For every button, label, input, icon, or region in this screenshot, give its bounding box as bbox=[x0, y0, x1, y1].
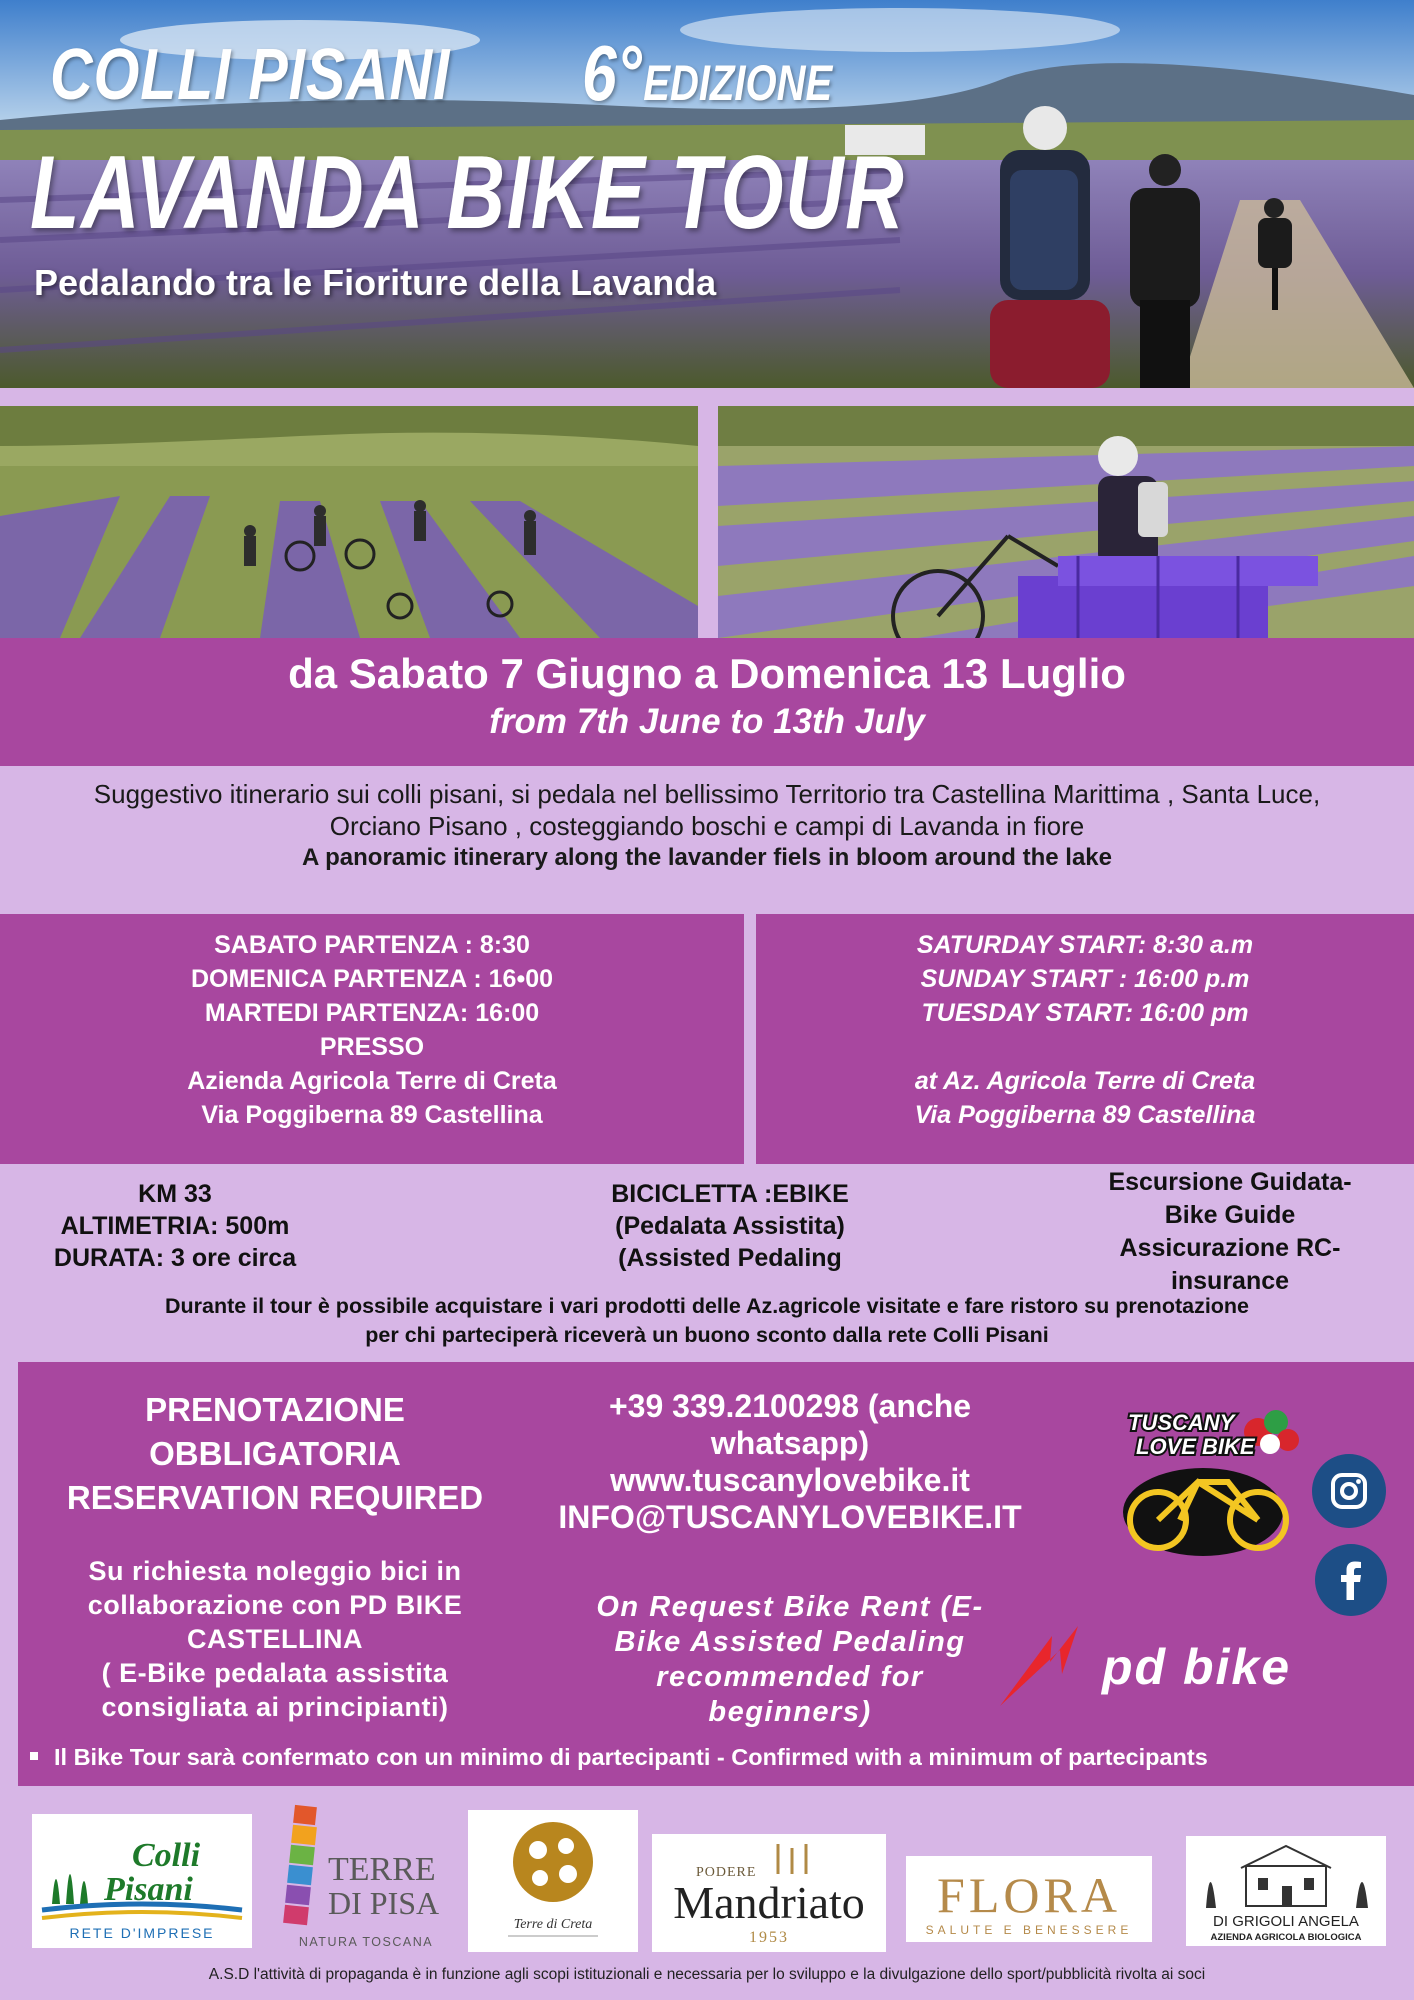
terre-tag: NATURA TOSCANA bbox=[298, 1935, 434, 1949]
grigoli-text: DI GRIGOLI ANGELA bbox=[1213, 1913, 1359, 1930]
sponsor-mandriato[interactable] bbox=[652, 1834, 886, 1952]
date-english: from 7th June to 13th July bbox=[489, 702, 925, 741]
date-italian: da Sabato 7 Giugno a Domenica 13 Luglio bbox=[288, 650, 1126, 697]
schedule-en-line: Via Poggiberna 89 Castellina bbox=[914, 1101, 1256, 1129]
phone-line-2: whatsapp) bbox=[710, 1425, 870, 1461]
bike-type: BICICLETTA :EBIKE bbox=[611, 1180, 849, 1208]
tlb-text-2: LOVE BIKE bbox=[1136, 1434, 1255, 1459]
edition-label: EDIZIONE bbox=[643, 55, 833, 111]
rental-en-line: On Request Bike Rent (E- bbox=[596, 1591, 984, 1623]
sponsor-flora[interactable] bbox=[906, 1856, 1152, 1942]
lavender-rows-rider-image bbox=[718, 406, 1414, 638]
reservation-line-2: OBBLIGATORIA bbox=[149, 1435, 401, 1472]
sponsor-colli-pisani[interactable] bbox=[32, 1814, 252, 1948]
schedule-en-line: SUNDAY START : 16:00 p.m bbox=[920, 965, 1250, 993]
email-link[interactable]: INFO@TUSCANYLOVEBIKE.IT bbox=[558, 1499, 1022, 1535]
purchase-note bbox=[40, 1292, 1374, 1350]
bike-assist-en: (Assisted Pedaling bbox=[618, 1244, 842, 1272]
schedule-en-line: at Az. Agricola Terre di Creta bbox=[914, 1067, 1256, 1095]
rental-it-line: CASTELLINA bbox=[187, 1624, 363, 1654]
description bbox=[20, 778, 1394, 874]
reservation-required bbox=[30, 1388, 520, 1520]
description-italian-line-2: Orciano Pisano , costeggiando boschi e campi di Lavanda in fiore bbox=[329, 811, 1085, 841]
grigoli-logo bbox=[1186, 1836, 1386, 1946]
flora-tag: SALUTE E BENESSERE bbox=[925, 1923, 1133, 1937]
rental-it-line: ( E-Bike pedalata assistita bbox=[101, 1658, 449, 1688]
rental-en-line: Bike Assisted Pedaling bbox=[614, 1626, 966, 1658]
mandriato-text: Mandriato bbox=[673, 1877, 865, 1928]
note-line-1: Durante il tour è possibile acquistare i vari prodotti delle Az.agricole visitate e fare ristoro su prenotazione bbox=[164, 1294, 1250, 1318]
di-pisa-text: DI PISA bbox=[328, 1885, 440, 1921]
reservation-line-1: PRENOTAZIONE bbox=[145, 1391, 405, 1428]
insurance-line-2: insurance bbox=[1170, 1267, 1290, 1295]
sponsor-terre-di-creta[interactable] bbox=[468, 1810, 638, 1952]
subtitle: Pedalando tra le Fioriture della Lavanda bbox=[34, 262, 717, 303]
podere-text: PODERE bbox=[696, 1865, 757, 1880]
bullet-icon bbox=[30, 1752, 38, 1760]
pisani-text: Pisani bbox=[104, 1871, 193, 1908]
colli-tag: RETE D'IMPRESE bbox=[69, 1925, 215, 1941]
website-link[interactable]: www.tuscanylovebike.it bbox=[610, 1462, 970, 1498]
route-stats bbox=[30, 1178, 320, 1274]
rental-english bbox=[540, 1590, 1040, 1730]
rental-it-line: collaborazione con PD BIKE bbox=[87, 1590, 463, 1620]
rental-it-line: consigliata ai principianti) bbox=[101, 1692, 449, 1722]
rider-photo bbox=[718, 406, 1414, 638]
instagram-glyph bbox=[1329, 1471, 1369, 1511]
sponsor-grigoli[interactable] bbox=[1186, 1836, 1386, 1946]
group-photo bbox=[0, 406, 698, 638]
rental-italian bbox=[30, 1554, 520, 1724]
facebook-icon[interactable] bbox=[1315, 1544, 1387, 1616]
schedule-en-line: TUESDAY START: 16:00 pm bbox=[921, 999, 1249, 1027]
flora-text: FLORA bbox=[937, 1867, 1121, 1923]
description-english: A panoramic itinerary along the lavander fiels in bloom around the lake bbox=[302, 844, 1112, 871]
instagram-icon[interactable] bbox=[1312, 1454, 1386, 1528]
schedule-it-line: MARTEDI PARTENZA: 16:00 bbox=[204, 999, 540, 1027]
rental-en-line: beginners) bbox=[708, 1696, 872, 1728]
phone-line-1[interactable]: +39 339.2100298 (anche bbox=[608, 1388, 972, 1424]
guide-line-2: Bike Guide bbox=[1164, 1201, 1296, 1229]
tuscany-love-bike-logo[interactable] bbox=[1118, 1392, 1338, 1562]
edition-number: 6° bbox=[582, 29, 642, 117]
main-title: LAVANDA BIKE TOUR bbox=[30, 135, 906, 251]
pd-bike-text: pd bike bbox=[1102, 1639, 1292, 1695]
terre-di-creta-logo bbox=[468, 1810, 638, 1952]
distance: KM 33 bbox=[138, 1180, 212, 1208]
schedule-it-line: Via Poggiberna 89 Castellina bbox=[201, 1101, 543, 1129]
grigoli-tag: AZIENDA AGRICOLA BIOLOGICA bbox=[1210, 1932, 1362, 1943]
rental-it-line: Su richiesta noleggio bici in bbox=[88, 1556, 462, 1586]
description-italian-line-1: Suggestivo itinerario sui colli pisani, si pedala nel bellissimo Territorio tra Castellina Marittima , Santa Luce, bbox=[93, 779, 1321, 809]
schedule-it-line: SABATO PARTENZA : 8:30 bbox=[214, 931, 530, 959]
bike-info bbox=[560, 1178, 900, 1274]
guide-line-1: Escursione Guidata- bbox=[1108, 1168, 1352, 1196]
sponsor-terre-di-pisa[interactable] bbox=[282, 1802, 452, 1952]
schedule-italian bbox=[0, 914, 744, 1164]
facebook-glyph bbox=[1334, 1560, 1368, 1600]
bike-assist-it: (Pedalata Assistita) bbox=[615, 1212, 845, 1240]
rental-en-line: recommended for bbox=[656, 1661, 924, 1693]
reservation-line-3: RESERVATION REQUIRED bbox=[66, 1479, 484, 1516]
brand-title: COLLI PISANI bbox=[50, 35, 451, 115]
colli-text: Colli bbox=[132, 1837, 201, 1874]
flora-logo bbox=[906, 1856, 1152, 1942]
spacer bbox=[756, 1030, 1414, 1064]
note-line-2: per chi parteciperà riceverà un buono sconto dalla rete Colli Pisani bbox=[365, 1323, 1049, 1347]
creta-text: Terre di Creta bbox=[513, 1917, 593, 1932]
mandriato-logo bbox=[652, 1834, 886, 1952]
pd-bike-logo[interactable] bbox=[990, 1614, 1380, 1714]
mandriato-year: 1953 bbox=[749, 1929, 789, 1946]
schedule-en-line: SATURDAY START: 8:30 a.m bbox=[916, 931, 1254, 959]
schedule-english bbox=[756, 914, 1414, 1164]
schedule-it-line: PRESSO bbox=[319, 1033, 425, 1061]
hero-banner bbox=[0, 0, 1414, 388]
confirmation-text: Il Bike Tour sarà confermato con un minimo di partecipanti - Confirmed with a minimum of partecipants bbox=[54, 1744, 1208, 1770]
confirmation-note bbox=[30, 1744, 1208, 1771]
terre-text: TERRE bbox=[328, 1851, 436, 1888]
duration: DURATA: 3 ore circa bbox=[53, 1244, 297, 1272]
schedule-it-line: Azienda Agricola Terre di Creta bbox=[187, 1067, 557, 1095]
altitude: ALTIMETRIA: 500m bbox=[60, 1212, 290, 1240]
guide-insurance bbox=[1080, 1166, 1380, 1298]
date-banner bbox=[0, 638, 1414, 766]
tlb-text-1: TUSCANY bbox=[1128, 1410, 1235, 1435]
schedule-it-line: DOMENICA PARTENZA : 16•00 bbox=[190, 965, 554, 993]
contacts bbox=[530, 1388, 1050, 1536]
footer-disclaimer: A.S.D l'attività di propaganda è in funzione agli scopi istituzionali e necessaria per lo sviluppo e la divulgazione dello sport/pubblicità rivolta ai soci bbox=[208, 1966, 1206, 1983]
insurance-line-1: Assicurazione RC- bbox=[1119, 1234, 1341, 1262]
terre-di-pisa-logo bbox=[282, 1802, 452, 1952]
colli-pisani-logo bbox=[32, 1814, 252, 1948]
edition-badge bbox=[582, 28, 832, 119]
lavender-field-group-image bbox=[0, 406, 698, 638]
